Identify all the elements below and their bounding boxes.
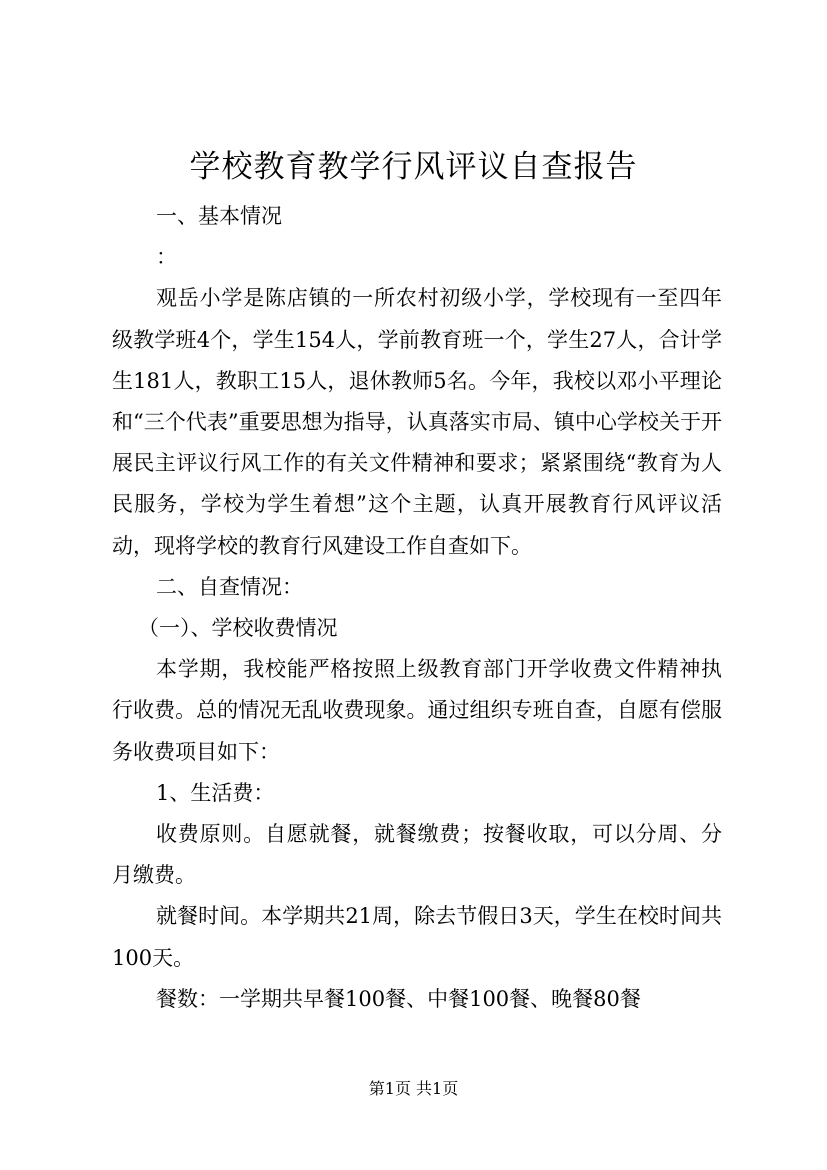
colon-line: ：: [156, 245, 177, 270]
section-heading-self-check: 二、自查情况：: [156, 574, 303, 599]
paragraph-meal-count: 餐数：一学期共早餐100餐、中餐100餐、晚餐80餐: [156, 986, 641, 1011]
paragraph-fees: 本学期，我校能严格按照上级教育部门开学收费文件精神执行收费。总的情况无乱收费现象。通过组织专班自查，自愿有偿服务收费项目如下：: [112, 657, 722, 764]
paragraph-fee-principle: 收费原则。自愿就餐，就餐缴费；按餐收取，可以分周、分月缴费。: [112, 822, 722, 888]
paragraph-school-overview: 观岳小学是陈店镇的一所农村初级小学，学校现有一至四年级教学班4个，学生154人，学前教育班一个，学生27人，合计学生181人，教职工15人，退休教师5名。今年，我校以邓小平理论和“三个代表”重要思想为指导，认真落实市局、镇中心学校关于开展民主评议行风工作的有关文件精神和要求；紧紧围绕“教育为人民服务，学校为学生着想”这个主题，认真开展教育行风评议活动，现将学校的教育行风建设工作自查如下。: [112, 286, 722, 558]
document-title: 学校教育教学行风评议自查报告: [189, 149, 638, 185]
paragraph-dining-time: 就餐时间。本学期共21周，除去节假日3天，学生在校时间共100天。: [112, 904, 722, 970]
item-heading-living-expenses: 1、生活费：: [156, 780, 275, 805]
subsection-heading-fees: （一）、学校收费情况: [138, 616, 338, 641]
page-footer: 第1页 共1页: [368, 1079, 459, 1098]
section-heading-basic-info: 一、基本情况: [156, 204, 282, 228]
document-body: [112, 196, 722, 1020]
